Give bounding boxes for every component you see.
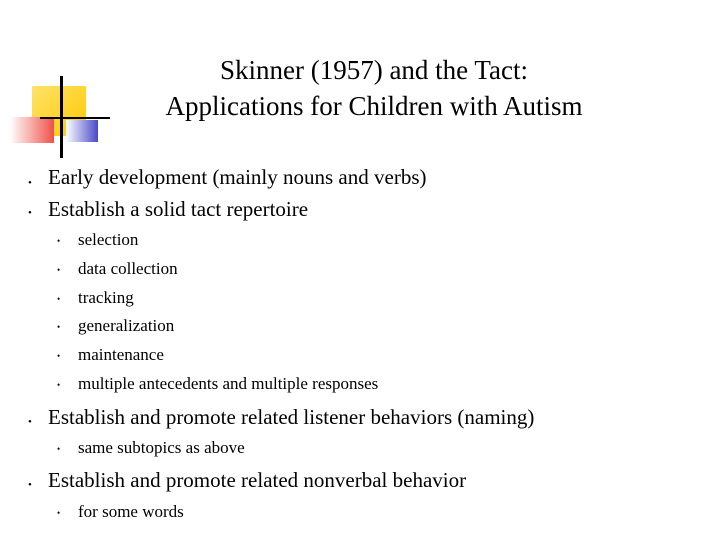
bullet-icon: • xyxy=(28,207,32,219)
bullet-icon: • xyxy=(28,416,32,428)
sub-bullet-icon: • xyxy=(57,265,61,275)
sub-bullet-item: for some words xyxy=(78,502,184,521)
sub-bullet-item: data collection xyxy=(78,259,178,278)
sub-bullet-item: multiple antecedents and multiple responses xyxy=(78,374,379,393)
sub-bullet-icon: • xyxy=(57,322,61,332)
bullet-item: Establish a solid tact repertoire xyxy=(48,197,309,221)
deco-red-bar xyxy=(10,117,54,143)
sub-bullet-icon: • xyxy=(57,351,61,361)
sub-bullet-item: same subtopics as above xyxy=(78,438,245,457)
decorative-logo-graphic xyxy=(0,0,110,170)
sub-bullet-icon: • xyxy=(57,508,61,518)
slide-title xyxy=(118,52,630,124)
sub-bullet-item: tracking xyxy=(78,288,134,307)
bullet-icon: • xyxy=(28,177,32,189)
title-line-2: Applications for Children with Autism xyxy=(165,91,583,121)
deco-horizontal-line xyxy=(40,117,110,119)
title-line-1: Skinner (1957) and the Tact: xyxy=(219,55,529,85)
bullet-icon: • xyxy=(28,479,32,491)
sub-bullet-item: maintenance xyxy=(78,345,164,364)
bullet-item: Early development (mainly nouns and verbs) xyxy=(48,165,427,189)
sub-bullet-item: generalization xyxy=(78,316,175,335)
bullet-item: Establish and promote related listener behaviors (naming) xyxy=(48,405,535,429)
sub-bullet-icon: • xyxy=(57,236,61,246)
deco-blue-bar xyxy=(66,120,98,142)
sub-bullet-icon: • xyxy=(57,380,61,390)
bullet-item: Establish and promote related nonverbal behavior xyxy=(48,468,467,492)
sub-bullet-item: selection xyxy=(78,230,139,249)
sub-bullet-icon: • xyxy=(57,294,61,304)
sub-bullet-icon: • xyxy=(57,444,61,454)
